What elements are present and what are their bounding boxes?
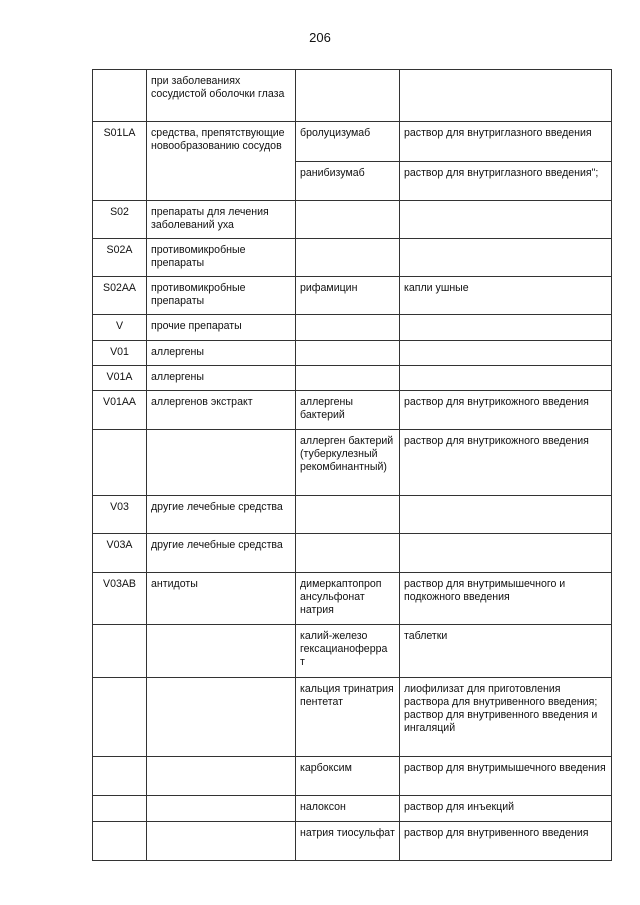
cell-text: S02AA (103, 282, 136, 294)
atc-code-cell (93, 366, 147, 391)
cell-text: димеркаптопроп ансульфонат натрия (300, 578, 382, 616)
atc-group-cell (147, 315, 296, 341)
atc-code-cell (93, 625, 147, 678)
atc-group-cell (147, 496, 296, 534)
cell-text: аллерген бактерий (туберкулезный рекомбинантный) (300, 435, 394, 473)
atc-code-cell (93, 391, 147, 430)
cell-text: бролуцизумаб (300, 127, 371, 139)
cell-text: карбоксим (300, 762, 352, 774)
cell-text: V (115, 320, 124, 332)
cell-text: S02 (110, 206, 129, 218)
dosage-form-cell (400, 625, 612, 678)
atc-code-cell (93, 341, 147, 366)
drug-name-cell (296, 70, 400, 122)
cell-text: налоксон (300, 801, 346, 813)
cell-text: раствор для инъекций (404, 801, 515, 813)
cell-text: при заболеваниях сосудистой оболочки глаза (151, 75, 285, 100)
cell-text: аллергены бактерий (300, 396, 354, 421)
cell-text: другие лечебные средства (151, 539, 283, 551)
drug-name-cell (296, 341, 400, 366)
dosage-form-cell (400, 822, 612, 861)
cell-text: раствор для внутримышечного и подкожного введения (404, 578, 566, 603)
table-row (93, 534, 612, 573)
atc-code-cell (93, 315, 147, 341)
cell-text: V01AA (103, 396, 136, 408)
cell-text: раствор для внутримышечного введения (404, 762, 606, 774)
dosage-form-cell (400, 122, 612, 162)
atc-group-cell (147, 678, 296, 757)
table-row (93, 366, 612, 391)
dosage-form-cell (400, 201, 612, 239)
table-row (93, 430, 612, 496)
cell-text: раствор для внутрикожного введения (404, 396, 589, 408)
drug-name-cell (296, 625, 400, 678)
table-row (93, 496, 612, 534)
atc-code-cell (93, 822, 147, 861)
dosage-form-cell (400, 496, 612, 534)
table-row (93, 796, 612, 822)
atc-code-cell (93, 70, 147, 122)
cell-text: кальция тринатрия пентетат (300, 683, 394, 708)
atc-code-cell (93, 277, 147, 315)
drug-name-cell (296, 239, 400, 277)
drug-name-cell (296, 315, 400, 341)
atc-code-cell (93, 496, 147, 534)
cell-text: противомикробные препараты (151, 282, 246, 307)
cell-text: калий-железо гексацианоферра т (300, 630, 388, 668)
table-row (93, 391, 612, 430)
cell-text: V03A (106, 539, 133, 551)
dosage-form-cell (400, 239, 612, 277)
dosage-form-cell (400, 162, 612, 201)
dosage-form-cell (400, 430, 612, 496)
drug-name-cell (296, 496, 400, 534)
atc-group-cell (147, 341, 296, 366)
dosage-form-cell (400, 366, 612, 391)
cell-text: раствор для внутриглазного введения (404, 127, 592, 139)
cell-text: S02A (106, 244, 133, 256)
cell-text: раствор для внутрикожного введения (404, 435, 589, 447)
table-row (93, 315, 612, 341)
table-row (93, 757, 612, 796)
table-row (93, 122, 612, 162)
atc-group-cell (147, 201, 296, 239)
drug-table (92, 69, 612, 861)
cell-text: капли ушные (404, 282, 469, 294)
cell-text: антидоты (151, 578, 198, 590)
cell-text: V01A (106, 371, 133, 383)
table-row (93, 678, 612, 757)
drug-name-cell (296, 201, 400, 239)
drug-name-cell (296, 573, 400, 625)
cell-text: натрия тиосульфат (300, 827, 395, 839)
cell-text: прочие препараты (151, 320, 242, 332)
cell-text: препараты для лечения заболеваний уха (151, 206, 269, 231)
cell-text: раствор для внутриглазного введения"; (404, 167, 599, 179)
cell-text: противомикробные препараты (151, 244, 246, 269)
cell-text: раствор для внутривенного введения (404, 827, 589, 839)
drug-name-cell (296, 366, 400, 391)
drug-name-cell (296, 430, 400, 496)
atc-group-cell (147, 573, 296, 625)
atc-code-cell (93, 534, 147, 573)
table-row (93, 822, 612, 861)
dosage-form-cell (400, 277, 612, 315)
drug-name-cell (296, 757, 400, 796)
atc-group-cell (147, 757, 296, 796)
cell-text: рифамицин (300, 282, 358, 294)
table-row (93, 573, 612, 625)
drug-name-cell (296, 796, 400, 822)
atc-group-cell (147, 391, 296, 430)
atc-group-cell (147, 366, 296, 391)
cell-text: аллергенов экстракт (151, 396, 253, 408)
cell-text: V03AB (103, 578, 136, 590)
atc-code-cell (93, 201, 147, 239)
drug-name-cell (296, 122, 400, 162)
atc-code-cell (93, 573, 147, 625)
drug-name-cell (296, 678, 400, 757)
dosage-form-cell (400, 70, 612, 122)
cell-text: аллергены (151, 346, 205, 358)
cell-text: средства, препятствующие новообразованию сосудов (151, 127, 285, 152)
atc-code-cell (93, 678, 147, 757)
atc-code-cell (93, 796, 147, 822)
atc-group-cell (147, 122, 296, 201)
cell-text: ранибизумаб (300, 167, 365, 179)
cell-text: лиофилизат для приготовления раствора для внутривенного введения; раствор для внутривенного введения и ингаляций (404, 683, 598, 734)
dosage-form-cell (400, 757, 612, 796)
cell-text: аллергены (151, 371, 205, 383)
atc-group-cell (147, 239, 296, 277)
atc-group-cell (147, 70, 296, 122)
table-row (93, 70, 612, 122)
page-number: 206 (309, 30, 331, 45)
cell-text: V03 (110, 501, 129, 513)
table-body (93, 70, 612, 861)
table-row (93, 277, 612, 315)
cell-text: V01 (110, 346, 129, 358)
atc-code-cell (93, 239, 147, 277)
dosage-form-cell (400, 796, 612, 822)
dosage-form-cell (400, 341, 612, 366)
table-row (93, 341, 612, 366)
drug-name-cell (296, 534, 400, 573)
atc-group-cell (147, 430, 296, 496)
atc-code-cell (93, 757, 147, 796)
dosage-form-cell (400, 315, 612, 341)
atc-group-cell (147, 796, 296, 822)
atc-code-cell (93, 122, 147, 201)
table-row (93, 625, 612, 678)
dosage-form-cell (400, 534, 612, 573)
atc-group-cell (147, 277, 296, 315)
atc-group-cell (147, 625, 296, 678)
drug-name-cell (296, 822, 400, 861)
table-row (93, 239, 612, 277)
drug-name-cell (296, 277, 400, 315)
drug-name-cell (296, 162, 400, 201)
atc-code-cell (93, 430, 147, 496)
dosage-form-cell (400, 678, 612, 757)
table-row (93, 201, 612, 239)
dosage-form-cell (400, 391, 612, 430)
atc-group-cell (147, 822, 296, 861)
dosage-form-cell (400, 573, 612, 625)
cell-text: таблетки (404, 630, 448, 642)
drug-name-cell (296, 391, 400, 430)
atc-group-cell (147, 534, 296, 573)
cell-text: S01LA (103, 127, 136, 139)
cell-text: другие лечебные средства (151, 501, 283, 513)
